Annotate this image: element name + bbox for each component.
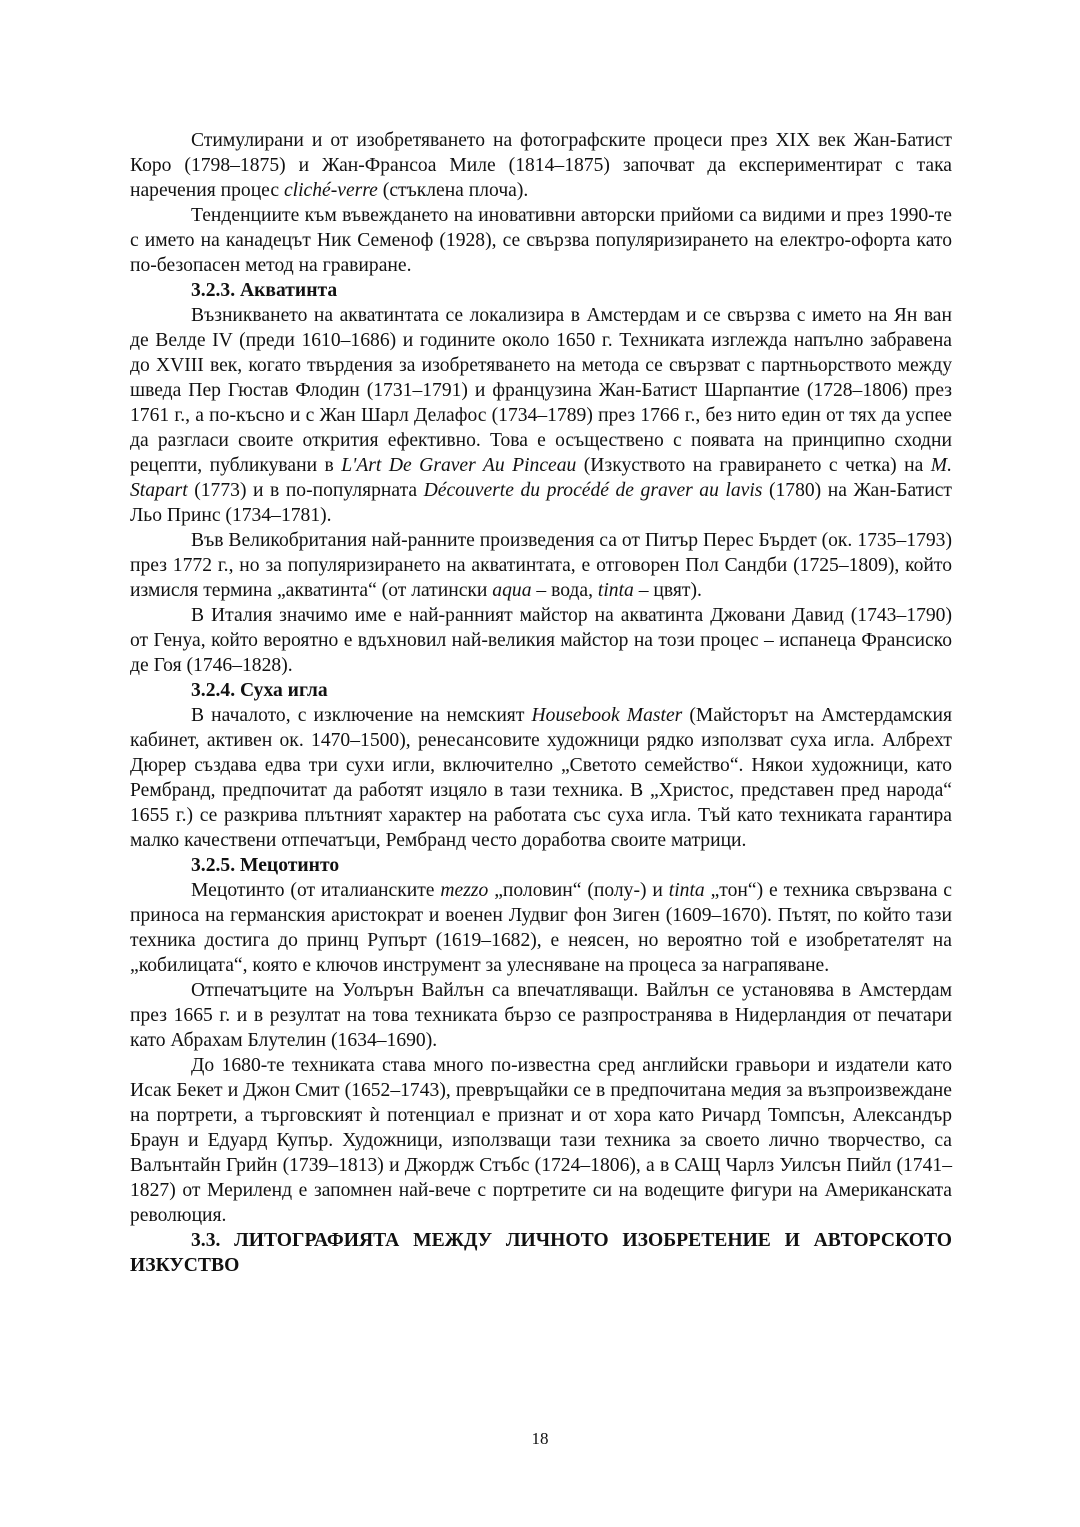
- paragraph-mezzotint-origin: Мецотинто (от италианските mezzo „половин“ (полу-) и tinta „тон“) е техника свързвана с приноса на германския аристократ и военен Лудвиг фон Зиген (1609–1670). Пътят, по който тази техника достига до принц Рупърт (1619–1682), е неясен, но вероятно той е изобретателят на „кобилицата“, която е ключов инструмент за улесняване на процеса за награпяване.: [130, 880, 953, 976]
- section-heading-aquatint: 3.2.3. Акватинта: [191, 280, 338, 301]
- paragraph-mezzotint-vaillant: Отпечатъците на Уолърън Вайлън са впечатляващи. Вайлън се установява в Амстердам през 1665 г. и в резултат на това техниката бързо се разпространява в Нидерландия от печатари като Абрахам Блутелин (1634–1690).: [130, 980, 952, 1051]
- section-heading-mezzotint: 3.2.5. Мецотинто: [191, 855, 340, 876]
- paragraph-aquatint-britain: Във Великобритания най-ранните произведения са от Питър Перес Бърдет (ок. 1735–1793) през 1772 г., но за популяризирането на акватинтата, е отговорен Пол Сандби (1725–1809), който измисля термина „акватинта“ (от латински aqua – вода, tinta – цвят).: [130, 530, 952, 601]
- paragraph-aquatint-origin: Възникването на акватинтата се локализира в Амстердам и се свързва с името на Ян ван де Велде IV (преди 1610–1686) и годините около 1650 г. Техниката изглежда напълно забравена до XVIII век, когато твърдения за изобретяването на метода се свързват с партньорството между шведа Пер Гюстав Флодин (1731–1791) и французина Жан-Батист Шарпантие (1728–1806) през 1761 г., а по-късно и с Жан Шарл Делафос (1734–1789) през 1766 г., без нито един от тях да успее да разгласи своите открития ефективно. Това е осъществено с появата на принципно сходни рецепти, публикувани в L'Art De Graver Au Pinceau (Изкуството на гравирането с четка) на M. Stapart (1773) и в по-популярната Découverte du procédé de graver au lavis (1780) на Жан-Батист Льо Принс (1734–1781).: [130, 305, 952, 526]
- paragraph-electro-etching: Тенденциите към въвеждането на иновативни авторски прийоми са видими и през 1990-те с името на канадецът Ник Семеноф (1928), се свързва популяризирането на електро-офорта като по-безопасен метод на гравиране.: [130, 205, 952, 276]
- paragraph-mezzotint-england: До 1680-те техниката става много по-известна сред английски гравьори и издатели като Исак Бекет и Джон Смит (1652–1743), превръщайки се в предпочитана медия за възпроизвеждане на портрети, а търговският ѝ потенциал е признат и от хора като Ричард Томпсън, Александър Браун и Едуард Купър. Художници, използващи тази техника за своето лично творчество, са Валънтайн Грийн (1739–1813) и Джордж Стъбс (1724–1806), а в САЩ Чарлз Уилсън Пийл (1741–1827) от Мериленд е запомнен най-вече с портретите си на водещите фигури на Американската революция.: [130, 1055, 952, 1226]
- section-heading-drypoint: 3.2.4. Суха игла: [191, 680, 328, 701]
- paragraph-aquatint-italy: В Италия значимо име е най-ранният майстор на акватинта Джовани Давид (1743–1790) от Генуа, който вероятно е вдъхновил най-великия майстор на този процес – испанеца Франсиско де Гоя (1746–1828).: [130, 605, 952, 676]
- section-heading-lithography: 3.3. ЛИТОГРАФИЯТА МЕЖДУ ЛИЧНОТО ИЗОБРЕТЕНИЕ И АВТОРСКОТО ИЗКУСТВО: [130, 1230, 952, 1276]
- page-number: 18: [531, 1429, 549, 1448]
- page-body: [130, 128, 952, 1278]
- paragraph-drypoint: В началото, с изключение на немският Housebook Master (Майсторът на Амстердамския кабинет, активен ок. 1470–1500), ренесансовите художници рядко използват суха игла. Албрехт Дюрер създава едва три сухи игли, включително „Светото семейство“. Някои художници, като Рембранд, предпочитат да работят изцяло в тази техника. В „Христос, представен пред народа“ 1655 г.) се разкрива плътният характер на работата със суха игла. Тъй като техниката гарантира малко качествени отпечатъци, Рембранд често доработва своите матрици.: [130, 705, 952, 851]
- paragraph-cliche-verre: Стимулирани и от изобретяването на фотографските процеси през XIX век Жан-Батист Коро (1798–1875) и Жан-Франсоа Миле (1814–1875) започват да експериментират с така наречения процес cliché-verre (стъклена плоча).: [130, 130, 952, 201]
